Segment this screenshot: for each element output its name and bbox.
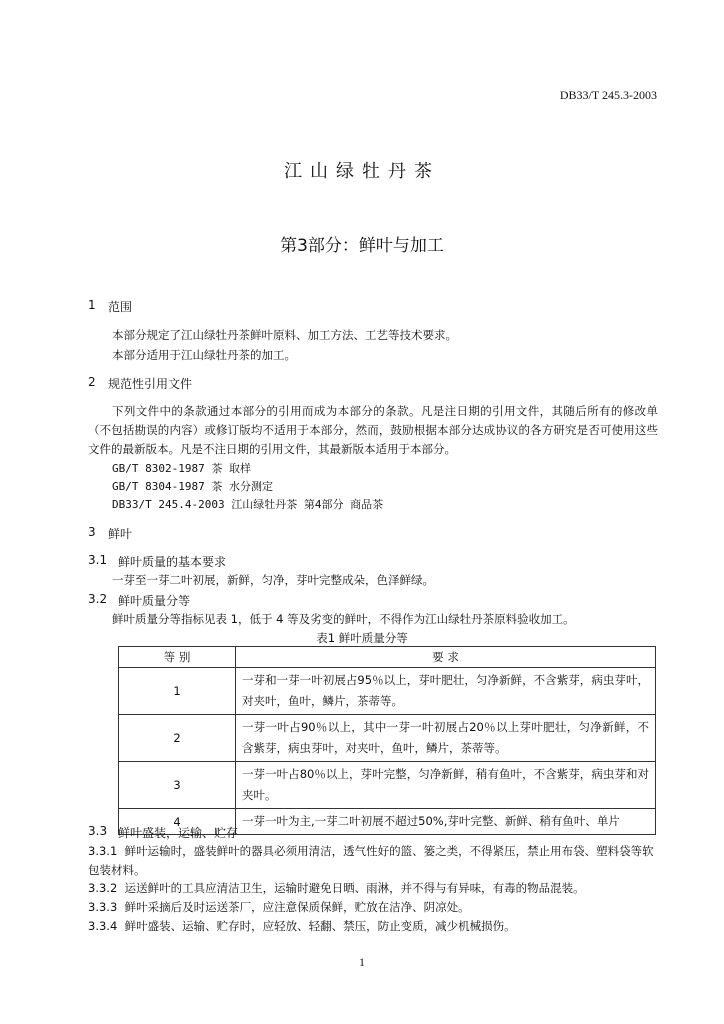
section-3-2-text: 鲜叶质量分等指标见表 1，低于 4 等及劣变的鲜叶，不得作为江山绿牡丹茶原料验收加工。: [112, 612, 575, 626]
document-subtitle: 第3部分：鲜叶与加工: [280, 236, 444, 256]
clause-3-3-3: [88, 899, 470, 915]
grade-cell: 4: [119, 809, 236, 835]
section-3-3-heading: 鲜叶盛装，运输、贮存: [118, 826, 239, 840]
section-2-heading: 规范性引用文件: [108, 377, 193, 391]
section-2-paragraph: 下列文件中的条款通过本部分的引用而成为本部分的条款。凡是注日期的引用文件，其随后所有的修改单（不包括勘误的内容）或修订版均不适用于本部分，然而，鼓励根据本部分达成协议的各方研究是否可使用这些文件的最新版本。凡是不注日期的引用文件，其最新版本适用于本部分。: [88, 404, 658, 456]
clause-number: 3.3.4: [88, 919, 118, 933]
reference-item: GB/T 8304-1987 茶 水分测定: [112, 480, 273, 493]
section-3-1-text: 一芽至一芽二叶初展，新鲜，匀净，芽叶完整成朵，色泽鲜绿。: [112, 573, 434, 587]
clause-text: 运送鲜叶的工具应清洁卫生，运输时避免日晒、雨淋，并不得与有异味，有毒的物品混装。: [124, 881, 585, 895]
clause-text: 鲜叶盛装、运输、贮存时，应轻放、轻翻、禁压，防止变质，减少机械损伤。: [124, 919, 516, 933]
section-1-number: 1: [88, 298, 96, 312]
section-1-paragraph-2: 本部分适用于江山绿牡丹茶的加工。: [112, 348, 296, 362]
section-3-heading: 鲜叶: [108, 527, 133, 541]
section-3-3-number: 3.3: [88, 824, 108, 838]
clause-3-3-4: [88, 918, 516, 934]
reference-item: GB/T 8302-1987 茶 取样: [112, 462, 251, 475]
section-1-paragraph-1: 本部分规定了江山绿牡丹茶鲜叶原料、加工方法、工艺等技术要求。: [112, 328, 457, 342]
document-title: 江山绿牡丹茶: [284, 161, 440, 182]
clause-number: 3.3.2: [88, 881, 118, 895]
clause-text: 鲜叶运输时，盛装鲜叶的器具必须用清洁，透气性好的篮、篓之类，不得紧压，禁止用布袋、塑料袋等软包装材料。: [88, 844, 654, 877]
requirement-cell: 一芽和一芽一叶初展占95％以上，芽叶肥壮，匀净新鲜，不含紫芽，病虫芽叶，对夹叶，鱼叶，鳞片，茶蒂等。: [236, 668, 656, 715]
table-row: [119, 715, 656, 762]
table-row: [119, 762, 656, 809]
section-3-2-number: 3.2: [88, 592, 108, 606]
clause-number: 3.3.1: [88, 844, 118, 858]
requirement-cell: 一芽一叶占80％以上，芽叶完整，匀净新鲜，稍有鱼叶，不含紫芽，病虫芽和对夹叶。: [236, 762, 656, 809]
grade-cell: 2: [119, 715, 236, 762]
standard-number: DB33/T 245.3-2003: [559, 88, 657, 102]
clause-number: 3.3.3: [88, 900, 118, 914]
requirement-cell: 一芽一叶占90％以上，其中一芽一叶初展占20％以上芽叶肥壮，匀净新鲜，不含紫芽，病虫芽叶，对夹叶，鱼叶，鳞片，茶蒂等。: [236, 715, 656, 762]
section-3-1-number: 3.1: [88, 553, 108, 567]
section-3-2-heading: 鲜叶质量分等: [118, 594, 191, 608]
section-1-heading: 范围: [108, 300, 133, 314]
table-header-requirement: 要 求: [236, 647, 656, 668]
clause-3-3-1: [88, 842, 660, 880]
table-row: [119, 668, 656, 715]
clause-text: 鲜叶采摘后及时运送茶厂，应注意保质保鲜，贮放在洁净、阴凉处。: [124, 900, 470, 914]
reference-item: DB33/T 245.4-2003 江山绿牡丹茶 第4部分 商品茶: [112, 498, 384, 511]
section-3-1-heading: 鲜叶质量的基本要求: [118, 555, 227, 569]
grade-cell: 1: [119, 668, 236, 715]
section-2-number: 2: [88, 375, 96, 389]
table-header-grade: 等 别: [119, 647, 236, 668]
clause-3-3-2: [88, 880, 585, 896]
grade-cell: 3: [119, 762, 236, 809]
table-header-row: [119, 647, 656, 668]
table-caption: 表1 鲜叶质量分等: [316, 631, 408, 645]
requirement-cell: 一芽一叶为主,一芽二叶初展不超过50%,芽叶完整、新鲜、稍有鱼叶、单片: [236, 809, 656, 835]
page-number: 1: [359, 955, 365, 969]
grade-table: [118, 646, 656, 835]
section-3-number: 3: [88, 525, 96, 539]
